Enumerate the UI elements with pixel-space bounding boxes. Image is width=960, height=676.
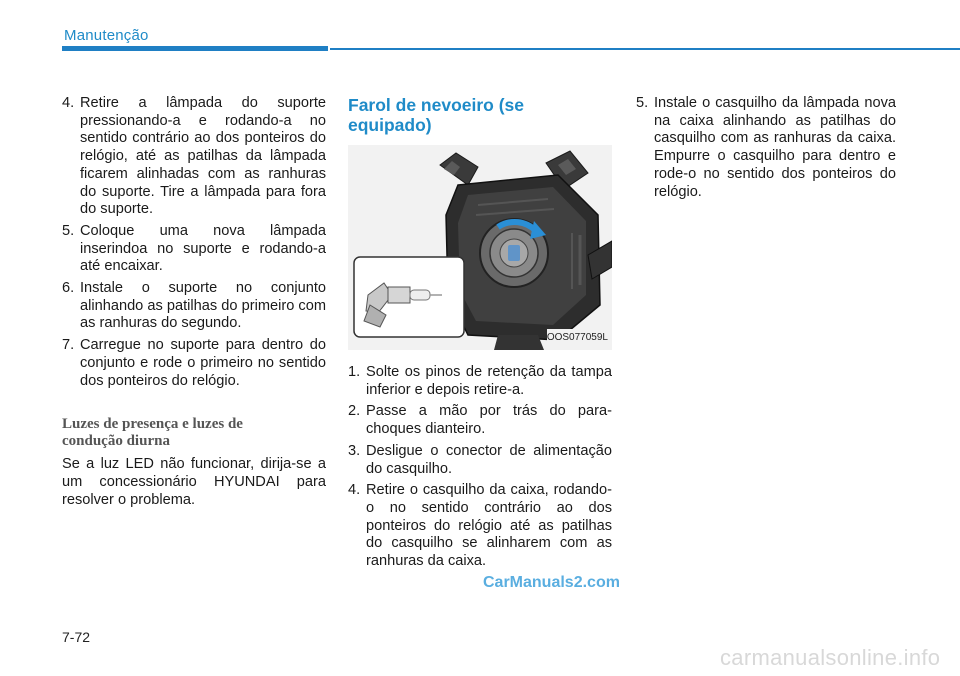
- step-item: [348, 443, 612, 478]
- step-item: [62, 280, 326, 333]
- step-item: [348, 403, 612, 438]
- step-number: 7.: [62, 337, 75, 354]
- step-number: 6.: [62, 280, 75, 297]
- watermark-link[interactable]: CarManuals2.com: [483, 574, 620, 591]
- step-number: 5.: [636, 95, 649, 111]
- step-item: [62, 223, 326, 276]
- step-text: Instale o casquilho da lâmpada nova na caixa alinhando as patilhas do casquilho com as ranhuras da caixa. Empurre o casquilho para dentro e rode-o no sentido dos ponteiros do relógio.: [654, 95, 896, 200]
- subheading: [62, 416, 326, 450]
- step-number: 4.: [348, 482, 361, 499]
- header-bar-thin: [330, 48, 960, 50]
- fog-lamp-illustration: [348, 145, 612, 350]
- header-bar-thick: [62, 46, 328, 51]
- figure-code: OOS077059L: [547, 329, 608, 347]
- column-middle: [348, 95, 612, 575]
- step-text: Passe a mão por trás do para-choques dianteiro.: [366, 403, 612, 438]
- section-title: Farol de nevoeiro (se equipado): [348, 95, 525, 135]
- paragraph: Se a luz LED não funcionar, dirija-se a um concessionário HYUNDAI para resolver o problema.: [62, 456, 326, 508]
- column-right: [636, 95, 896, 205]
- subheading-line: Luzes de presença e luzes de: [62, 416, 243, 433]
- step-number: 3.: [348, 442, 361, 459]
- step-number: 2.: [348, 403, 361, 420]
- step-item: [62, 337, 326, 390]
- step-item: [348, 364, 612, 399]
- step-text: Carregue no suporte para dentro do conjunto e rode o primeiro no sentido dos ponteiros do relógio.: [80, 337, 326, 389]
- subheading-line: condução diurna: [62, 433, 170, 450]
- fog-lamp-figure: [348, 145, 612, 350]
- step-number: 4.: [62, 95, 75, 111]
- step-item: [348, 482, 612, 571]
- step-number: 1.: [348, 364, 361, 380]
- step-item: [62, 95, 326, 219]
- header-title: Manutenção: [64, 27, 149, 44]
- step-text: Solte os pinos de retenção da tampa inferior e depois retire-a.: [366, 364, 612, 398]
- page-number: 7-72: [62, 629, 91, 645]
- step-text: Retire a lâmpada do suporte pressionando-a e rodando-a no sentido contrário ao dos ponteiros do relógio, até as patilhas da lâmpada ficarem alinhadas com as ranhuras do suporte. Tire a lâmpada para fora do suporte.: [80, 95, 326, 218]
- site-watermark: carmanualsonline.info: [720, 645, 941, 670]
- step-text: Instale o suporte no conjunto alinhando as patilhas do primeiro com as ranhuras do segundo.: [80, 280, 326, 332]
- column-left: [62, 95, 326, 509]
- step-text: Coloque uma nova lâmpada inserindoa no suporte e rodando-a até encaixar.: [80, 222, 326, 275]
- step-text: Desligue o conector de alimentação do casquilho.: [366, 442, 612, 477]
- step-item: [636, 95, 896, 201]
- step-number: 5.: [62, 222, 75, 239]
- step-text: Retire o casquilho da caixa, rodando-o no sentido contrário ao dos ponteiros do relógio até as patilhas do casquilho se alinharem com as ranhuras da caixa.: [366, 482, 612, 570]
